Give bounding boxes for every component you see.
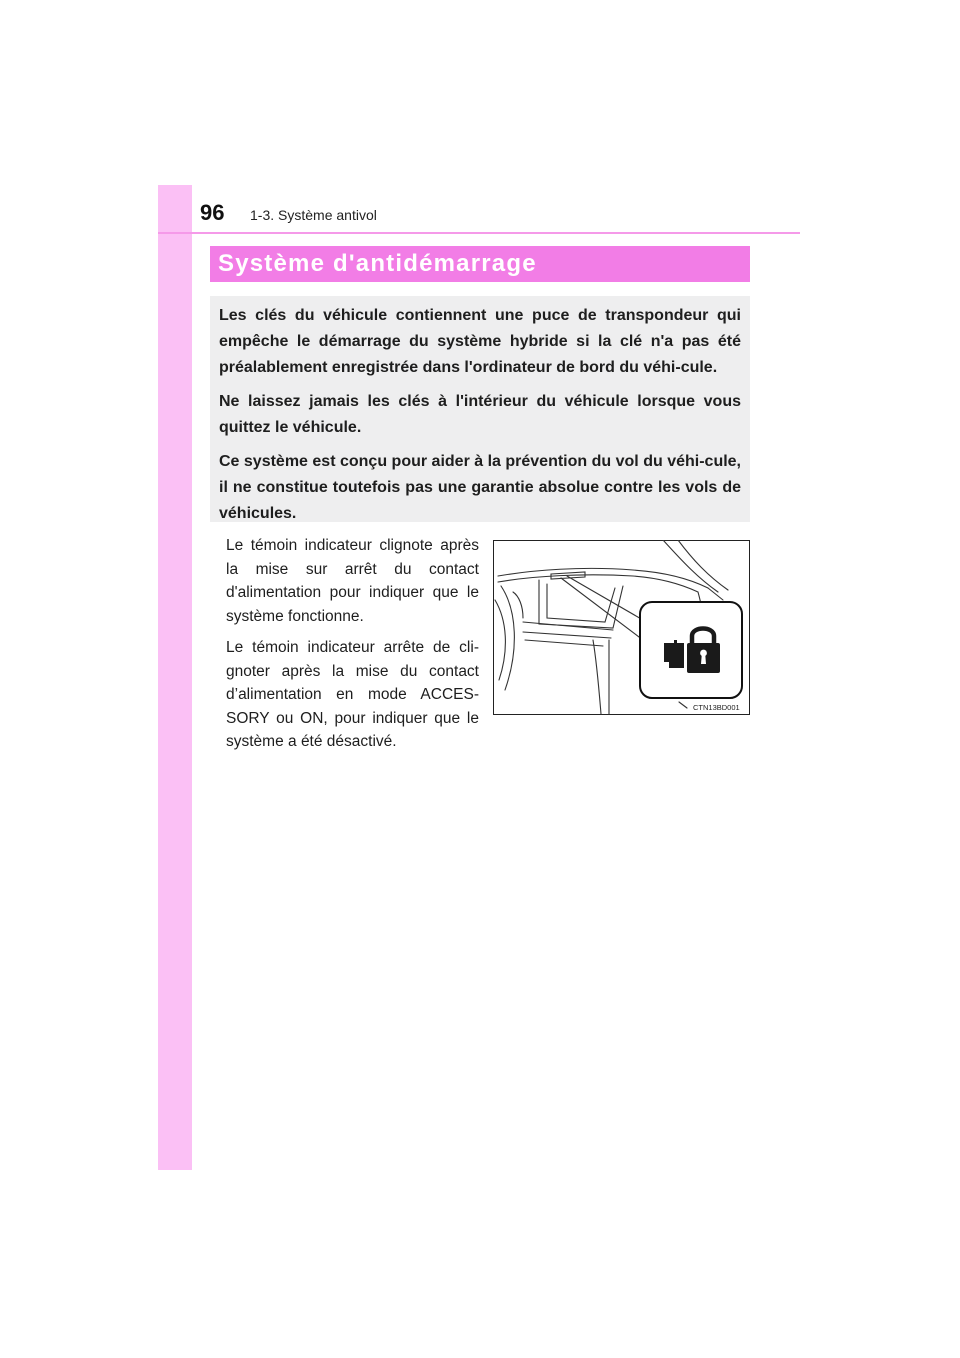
indicator-callout	[640, 602, 742, 698]
intro-box	[210, 296, 750, 522]
body-paragraph: Le témoin indicateur arrête de cli-gnoter après la mise du contact d’alimentation en mode ACCES-SORY ou ON, pour indiquer que le système a été désactivé.	[226, 639, 479, 750]
figure-code: CTN13BD001	[693, 703, 740, 712]
intro-paragraph: Ce système est conçu pour aider à la prévention du vol du véhi-cule, il ne constitue toutefois pas une garantie absolue contre les vols de véhicules.	[219, 453, 741, 522]
margin-color-strip	[158, 185, 192, 1170]
intro-paragraph: Les clés du véhicule contiennent une puce de transpondeur qui empêche le démarrage du système hybride si la clé n'a pas été préalablement enregistrée dans l'ordinateur de bord du véhi-cule.	[219, 307, 741, 376]
page-number: 96	[200, 200, 225, 225]
body-text	[226, 534, 479, 762]
section-label: 1-3. Système antivol	[250, 207, 377, 223]
header-divider	[158, 232, 800, 234]
body-paragraph: Le témoin indicateur clignote après la mise sur arrêt du contact d'alimentation pour indiquer que le système fonctionne.	[226, 537, 479, 625]
intro-paragraph: Ne laissez jamais les clés à l'intérieur du véhicule lorsque vous quittez le véhicule.	[219, 393, 741, 436]
section-title: Système d'antidémarrage	[218, 250, 537, 277]
dashboard-illustration	[493, 540, 750, 715]
section-title-bar	[210, 246, 750, 282]
